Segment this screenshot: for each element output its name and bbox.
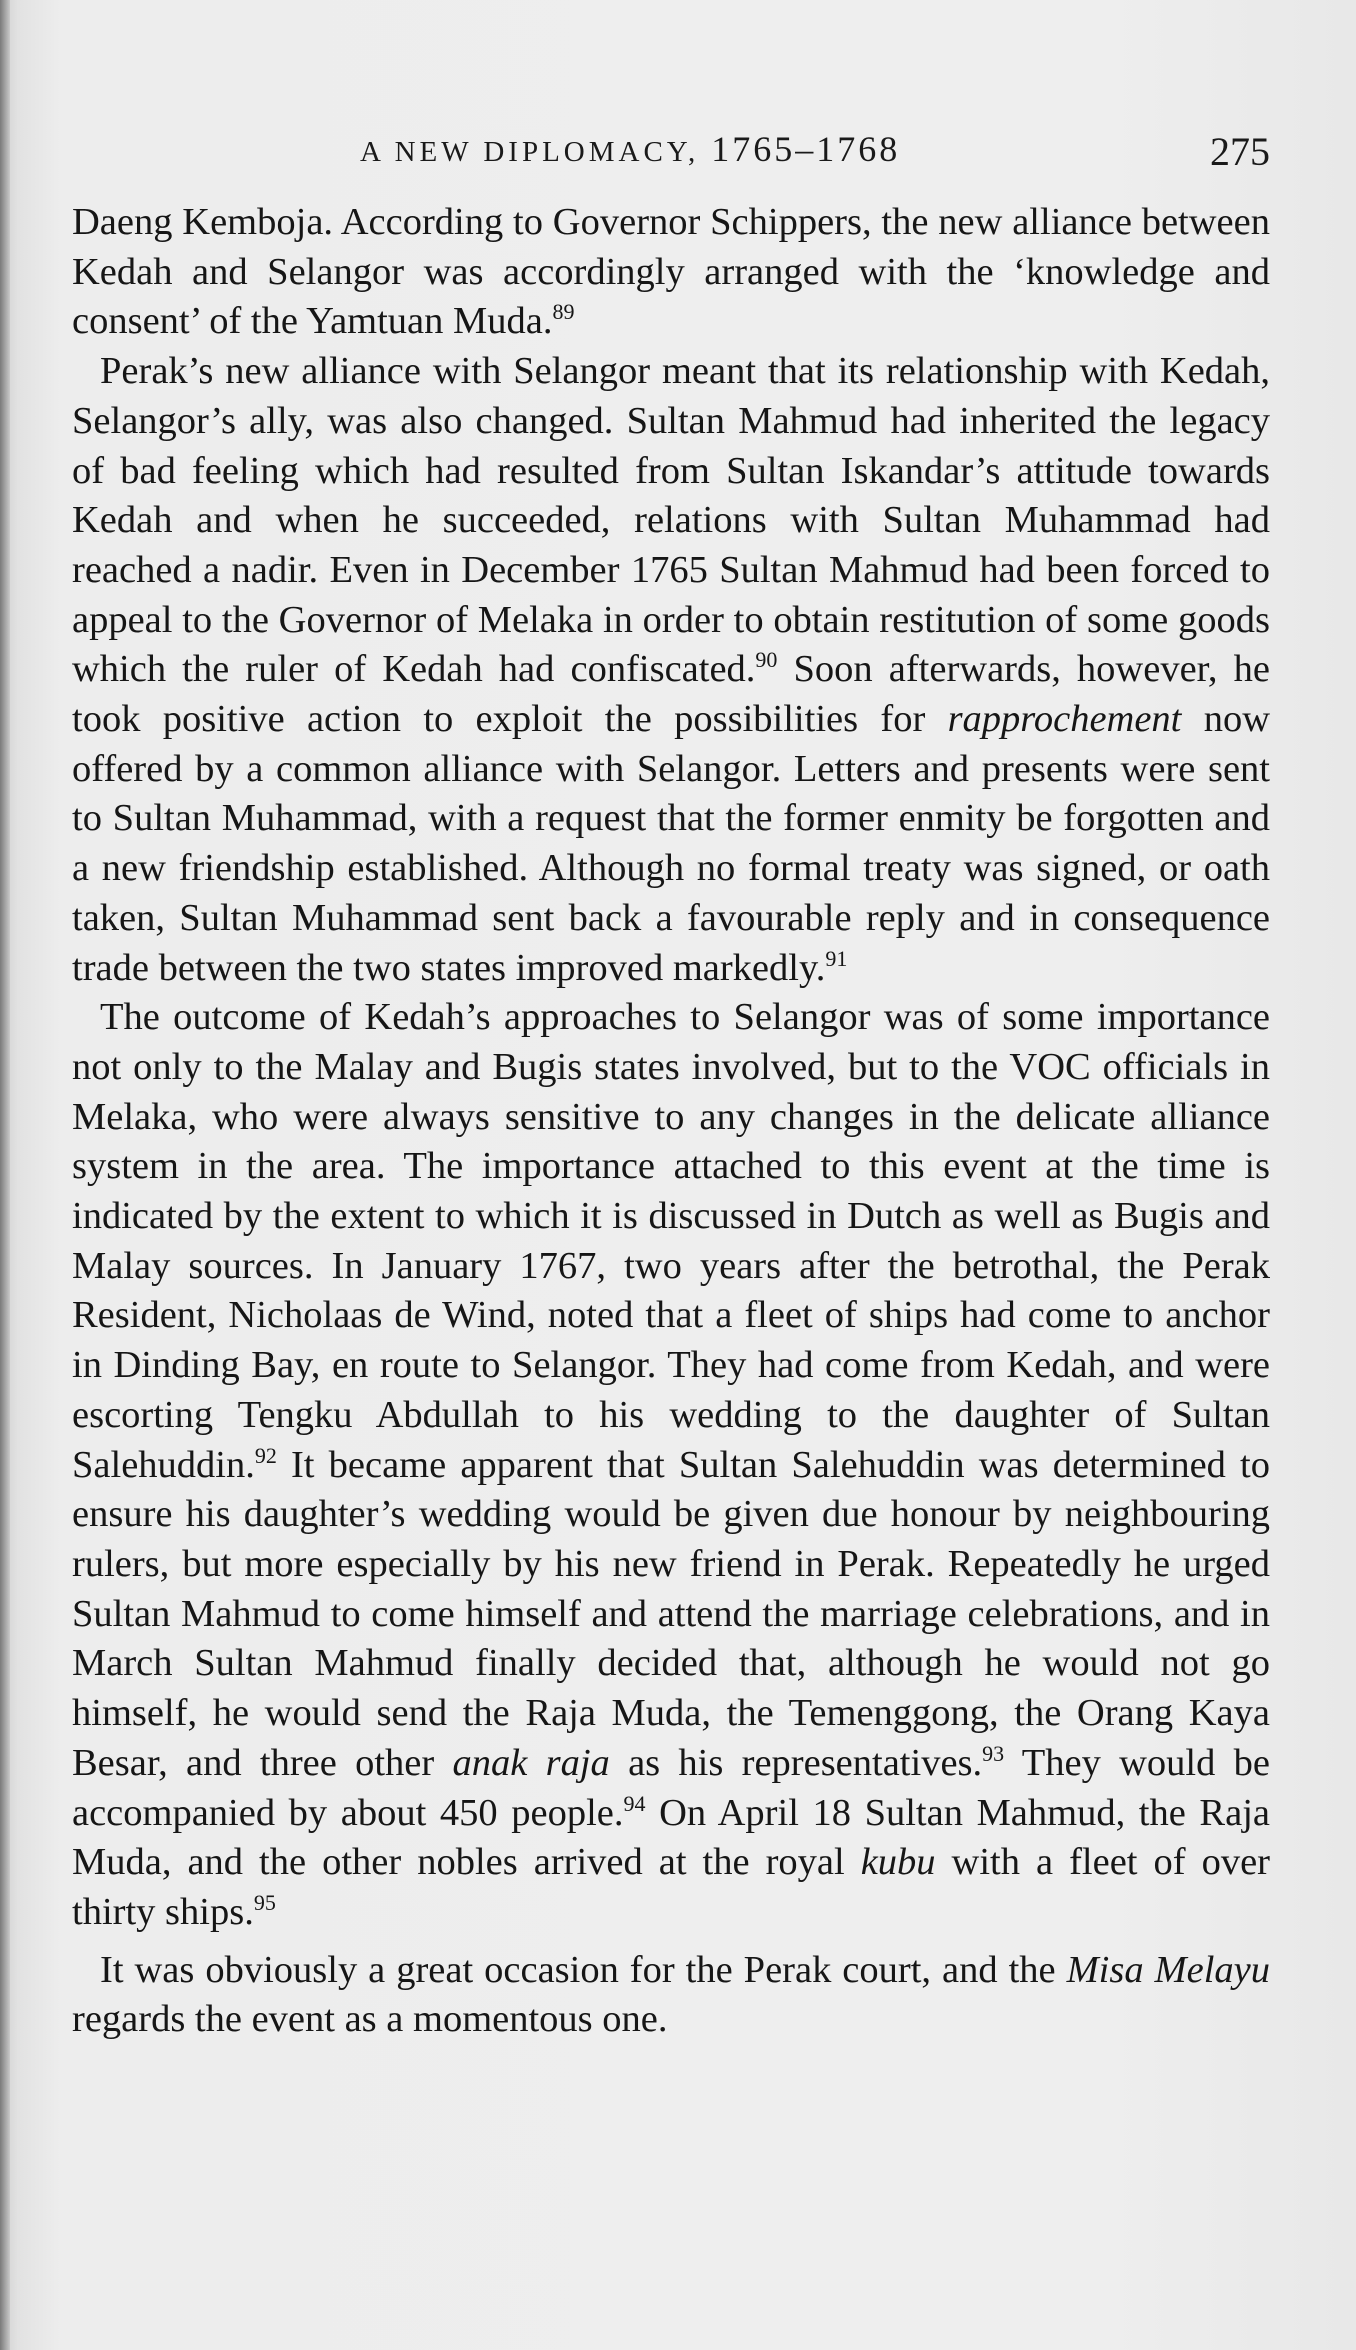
italic-term: anak raja [452,1741,610,1784]
text-run: On April 18 Sultan Mahmud, the Raja Muda, and the other nobles arrived at the royal [72,1791,1270,1884]
paragraph-4 [72,1946,1270,2045]
text-run: Perak’s new alliance with Selangor meant that its relationship with Kedah, Selangor’s ally, was also changed. Sultan Mahmud had inherited the legacy of bad feeling which had resulted from Sultan Iskandar’s attitude towards Kedah and when he succeeded, relations with Sultan Muhammad had reached a nadir. Even in December 1765 Sultan Mahmud had been forced to appeal to the Governor of Melaka in order to obtain restitution of some goods which the ruler of Kedah had confiscated. [72,350,1270,691]
text-run: now offered by a common alliance with Selangor. Letters and presents were sent to Sultan Muhammad, with a request that the former enmity be forgotten and a new friendship established. Although no formal treaty was signed, or oath taken, Sultan Muhammad sent back a favourable reply and in consequence trade between the two states improved markedly. [72,698,1270,989]
footnote-ref: 90 [755,647,778,673]
footnote-ref: 91 [825,945,848,971]
running-head [70,128,1270,188]
page-number: 275 [1210,129,1270,174]
text-run: regards the event as a momentous one. [72,1998,668,2041]
footnote-ref: 93 [982,1740,1005,1766]
paragraph-2 [72,347,1270,993]
paragraph-1 [72,198,1270,347]
text-run: It became apparent that Sultan Salehuddin was determined to ensure his daughter’s wedding would be given due honour by neighbouring rulers, but more especially by his new friend in Perak. Repeatedly he urged Sultan Mahmud to come himself and attend the marriage celebrations, and in March Sultan Mahmud finally decided that, although he would not go himself, he would send the Raja Muda, the Temenggong, the Orang Kaya Besar, and three other [72,1443,1270,1784]
footnote-ref: 95 [253,1889,276,1915]
footnote-ref: 89 [552,299,575,325]
page-gutter-shadow [0,0,10,2350]
italic-term: kubu [860,1841,936,1884]
text-run: as his representatives. [609,1741,983,1784]
footnote-ref: 92 [254,1442,277,1468]
running-title [360,128,900,170]
text-run: The outcome of Kedah’s approaches to Selangor was of some importance not only to the Malay and Bugis states involved, but to the VOC officials in Melaka, who were always sensitive to any changes in the delicate alliance system in the area. The importance attached to this event at the time is indicated by the extent to which it is discussed in Dutch as well as Bugis and Malay sources. In January 1767, two years after the betrothal, the Perak Resident, Nicholaas de Wind, noted that a fleet of ships had come to anchor in Dinding Bay, en route to Selangor. They had come from Kedah, and were escorting Tengku Abdullah to his wedding to the daughter of Sultan Salehuddin. [72,996,1270,1486]
body-text [72,198,1270,2045]
running-title-words: A NEW DIPLOMACY, [360,136,700,168]
italic-term: rapprochement [947,698,1182,741]
text-run: They would be accompanied by about 450 people. [72,1741,1270,1834]
text-run: with a fleet of over thirty ships. [72,1841,1270,1933]
text-run: Soon afterwards, however, he took positive action to exploit the possibilities for [72,648,1270,741]
text-run: It was obviously a great occasion for the Perak court, and the [100,1948,1067,1991]
running-title-years: 1765–1768 [711,129,901,169]
paragraph-3 [72,993,1270,1937]
italic-term: Misa Melayu [1066,1948,1270,1991]
text-run: Daeng Kemboja. According to Governor Schippers, the new alliance between Kedah and Selangor was accordingly arranged with the ‘knowledge and consent’ of the Yamtuan Muda. [72,201,1270,343]
footnote-ref: 94 [623,1790,646,1816]
